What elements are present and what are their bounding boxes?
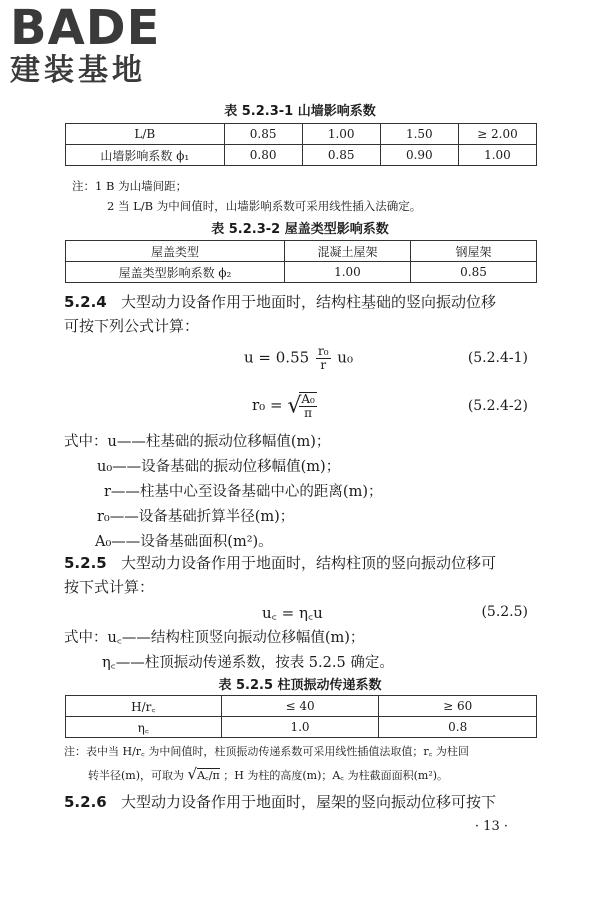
table2-caption: 表 5.2.3-2 屋盖类型影响系数: [211, 222, 389, 237]
logo-subtitle: 建装基地: [10, 53, 146, 88]
table-cell: 1.0: [221, 717, 379, 738]
fraction: [299, 392, 316, 420]
table3-caption: 表 5.2.5 柱顶振动传递系数: [218, 678, 382, 693]
table3: [65, 695, 537, 738]
section-number: 5.2.6: [64, 793, 107, 811]
paragraph-line: 可按下列公式计算：: [64, 317, 200, 335]
numerator: A₀: [301, 392, 315, 406]
table-row: [66, 145, 537, 166]
table-row: [66, 717, 537, 738]
table-cell: 0.8: [379, 717, 537, 738]
table3-note-1: 注：表中当 H/r꜀ 为中间值时，柱顶振动传递系数可采用线性插值法取值；r꜀ 为柱回: [64, 745, 469, 758]
definition-line: A₀——设备基础面积(m²)。: [95, 534, 273, 550]
table1-note-2: 2 当 L/B 为中间值时，山墙影响系数可采用线性插入法确定。: [107, 199, 422, 213]
equation-number: (5.2.4-2): [467, 398, 528, 414]
table-cell: 钢屋架: [410, 241, 536, 262]
table-row: [66, 696, 537, 717]
table2: [65, 240, 537, 283]
definition-line: η꜀——柱顶振动传递系数，按表 5.2.5 确定。: [102, 655, 394, 671]
section-number: 5.2.4: [64, 293, 107, 311]
table1-note-1: 注：1 B 为山墙间距；: [72, 179, 188, 193]
equation-5-2-4-1: [244, 345, 353, 372]
paragraph-line: 大型动力设备作用于地面时，屋架的竖向振动位移可按下: [121, 793, 497, 811]
table-row: [66, 262, 537, 283]
section-5-2-6-text: [64, 790, 496, 814]
table-row: [66, 124, 537, 145]
definition-line: 式中：u꜀——结构柱顶竖向振动位移幅值(m)；: [64, 630, 365, 646]
radical-sign: √: [287, 393, 302, 419]
table-cell: 0.85: [302, 145, 380, 166]
table-cell: 0.85: [224, 124, 302, 145]
paragraph-line: 按下式计算：: [64, 578, 155, 596]
table-cell: 山墙影响系数 ϕ₁: [66, 145, 225, 166]
table-cell: 0.85: [410, 262, 536, 283]
paragraph-line: 大型动力设备作用于地面时，结构柱基础的竖向振动位移: [121, 293, 497, 311]
table-row: [66, 241, 537, 262]
table-cell: 1.50: [380, 124, 458, 145]
table-cell: 屋盖类型: [66, 241, 285, 262]
table-cell: 1.00: [284, 262, 410, 283]
section-5-2-4-text: [64, 290, 496, 314]
logo: [10, 0, 161, 88]
page-number: · 13 ·: [474, 819, 508, 834]
equation-part: r₀ =: [252, 396, 283, 414]
note-text: 转半径(m)，可取为: [88, 769, 185, 782]
equation-5-2-4-2: [252, 392, 319, 420]
table-cell: 0.90: [380, 145, 458, 166]
numerator: r₀: [317, 344, 329, 358]
equation-number: (5.2.4-1): [467, 350, 528, 366]
section-number: 5.2.5: [64, 554, 107, 572]
equation-5-2-5: u꜀ = η꜀u: [262, 604, 323, 622]
equation-part: u = 0.55: [244, 348, 310, 367]
definition-line: r₀——设备基础折算半径(m)；: [97, 509, 295, 525]
equation-number: (5.2.5): [481, 604, 528, 620]
equation-part: u₀: [337, 348, 353, 367]
table-cell: ≥ 60: [379, 696, 537, 717]
radical-sign: √: [187, 765, 198, 783]
table-cell: L/B: [66, 124, 225, 145]
section-5-2-5-text: [64, 551, 496, 575]
table-cell: ≥ 2.00: [458, 124, 536, 145]
table-cell: 0.80: [224, 145, 302, 166]
fraction: [316, 345, 331, 372]
table1-caption: 表 5.2.3-1 山墙影响系数: [224, 104, 376, 119]
denominator: r: [320, 358, 327, 372]
table-cell: η꜀: [66, 717, 222, 738]
denominator: π: [304, 406, 313, 420]
table-cell: 屋盖类型影响系数 ϕ₂: [66, 262, 285, 283]
definition-line: u₀——设备基础的振动位移幅值(m)；: [97, 459, 341, 475]
radicand: A꜀/π: [197, 769, 220, 782]
table-cell: ≤ 40: [221, 696, 379, 717]
table-cell: 1.00: [302, 124, 380, 145]
table-cell: 1.00: [458, 145, 536, 166]
table-cell: H/r꜀: [66, 696, 222, 717]
definition-line: 式中：u——柱基础的振动位移幅值(m)；: [64, 434, 331, 450]
note-text: ；H 为柱的高度(m)；A꜀ 为柱截面面积(m²)。: [223, 769, 449, 782]
table3-note-2: [88, 765, 448, 783]
logo-wordmark: BADE: [10, 0, 161, 56]
paragraph-line: 大型动力设备作用于地面时，结构柱顶的竖向振动位移可: [121, 554, 497, 572]
definition-line: r——柱基中心至设备基础中心的距离(m)；: [104, 484, 383, 500]
table1: [65, 123, 537, 166]
table-cell: 混凝土屋架: [284, 241, 410, 262]
